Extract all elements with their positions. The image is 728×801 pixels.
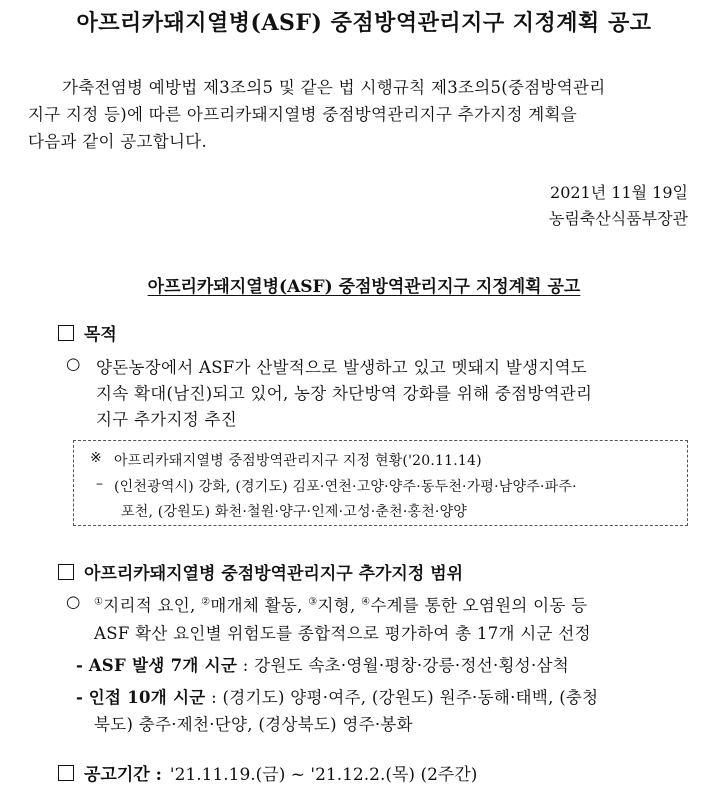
square-bullet-icon: [58, 765, 74, 781]
occurrence-label: ASF 발생 7개 시군: [88, 656, 238, 675]
period-row: [58, 760, 477, 785]
factor-2-mark: ②: [201, 596, 211, 608]
purpose-line-2: 지속 확대(남진)되고 있어, 농장 차단방역 강화를 위해 중점방역관리: [96, 384, 593, 403]
adjacent-line-2: 북도) 충주·제천·단양, (경상북도) 영주·봉화: [94, 715, 413, 734]
announcement-date: 2021년 11월 19일: [550, 183, 688, 202]
purpose-line-3: 지구 추가지정 추진: [96, 410, 238, 429]
adjacent-dash-icon: -: [76, 688, 84, 707]
issuing-authority: 농림축산식품부장관: [548, 209, 688, 228]
period-label: 공고기간 :: [84, 765, 162, 785]
scope-line-1: [94, 592, 587, 616]
intro-line-1: 가축전염병 예방법 제3조의5 및 같은 법 시행규칙 제3조의5(중점방역관리: [62, 78, 606, 97]
adjacent-label: 인접 10개 시군: [88, 688, 206, 707]
factor-3-mark: ③: [308, 596, 318, 608]
note-heading: 아프리카돼지열병 중점방역관리지구 지정 현황('20.11.14): [114, 453, 482, 469]
occurrence-dash-icon: -: [76, 656, 84, 675]
factor-1-mark: ①: [94, 596, 104, 608]
factor-2-text: 매개체 활동,: [210, 596, 303, 615]
period-value: '21.11.19.(금) ~ '21.12.2.(목) (2주간): [169, 765, 478, 785]
purpose-line-1: 양돈농장에서 ASF가 산발적으로 발생하고 있고 멧돼지 발생지역도: [96, 358, 588, 377]
intro-line-2: 지구 지정 등)에 따른 아프리카돼지열병 중점방역관리지구 추가지정 계획을: [28, 105, 577, 124]
factor-3-text: 지형,: [317, 596, 356, 615]
page-title: 아프리카돼지열병(ASF) 중점방역관리지구 지정계획 공고: [76, 10, 652, 36]
purpose-heading-text: 목적: [84, 325, 117, 345]
factor-4-text: 수계를 통한 오염원의 이동 등: [370, 596, 588, 615]
scope-bullet-icon: ○: [66, 592, 81, 611]
note-dash-icon: –: [96, 476, 104, 492]
factor-4-mark: ④: [361, 596, 371, 608]
section-subtitle: [0, 272, 728, 297]
intro-line-3: 다음과 같이 공고합니다.: [28, 132, 208, 151]
occurrence-text: : 강원도 속초·영월·평창·강릉·정선·횡성·삼척: [242, 656, 569, 675]
note-line-1: (인천광역시) 강화, (경기도) 김포·연천·고양·양주·동두천·가평·남양주·파주·: [114, 479, 577, 495]
scope-heading: [58, 559, 463, 584]
square-bullet-icon: [58, 564, 74, 580]
subtitle-text: 아프리카돼지열병(ASF) 중점방역관리지구 지정계획 공고: [147, 277, 581, 297]
square-bullet-icon: [58, 325, 74, 341]
purpose-bullet-icon: ○: [66, 354, 81, 373]
factor-1-text: 지리적 요인,: [103, 596, 196, 615]
adjacent-text: : (경기도) 양평·여주, (강원도) 원주·동해·태백, (충청: [211, 688, 599, 707]
occurrence-item: [76, 652, 569, 676]
note-line-2: 포천, (강원도) 화천·철원·양구·인제·고성·춘천·홍천·양양: [121, 504, 468, 520]
note-mark-icon: ※: [90, 450, 102, 466]
adjacent-item: [76, 684, 598, 708]
scope-line-2: ASF 확산 요인별 위험도를 종합적으로 평가하여 총 17개 시군 선정: [94, 624, 591, 643]
purpose-heading: [58, 320, 117, 345]
scope-heading-text: 아프리카돼지열병 중점방역관리지구 추가지정 범위: [84, 564, 464, 584]
